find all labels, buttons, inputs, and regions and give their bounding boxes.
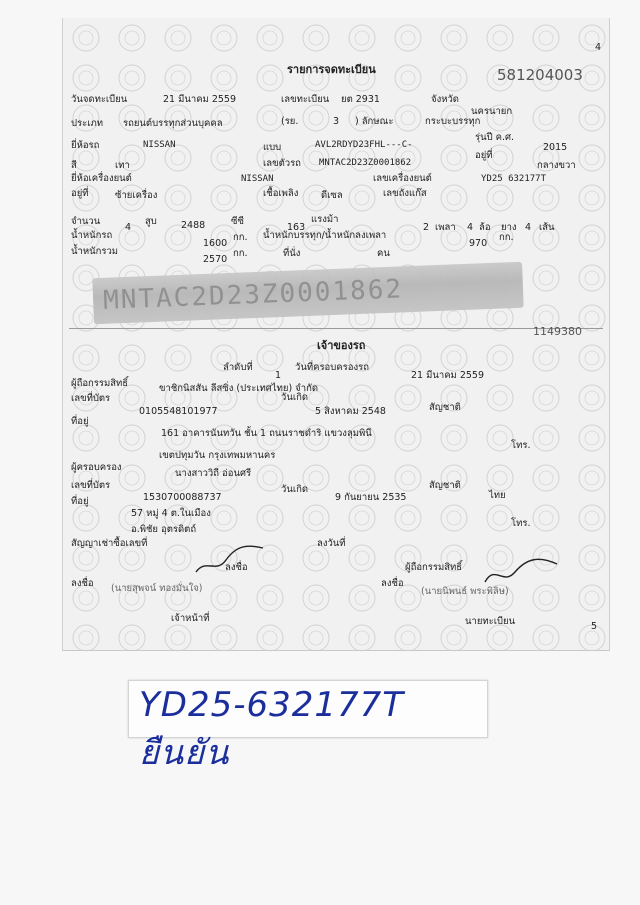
engine-brand-label: ยี่ห้อเครื่องยนต์: [71, 173, 132, 184]
possessor-address-line1: 57 หมู่ 4 ต.ในเมือง: [131, 508, 211, 519]
reg-date: 21 มีนาคม 2559: [163, 94, 237, 105]
brand-label: ยี่ห้อรถ: [71, 140, 100, 151]
possessor-name: นางสาววิถี อ่อนศรี: [175, 468, 252, 479]
engine-no-label: เลขเครื่องยนต์: [373, 173, 432, 184]
registration-title: รายการจดทะเบียน: [287, 63, 376, 76]
lease-date-label: ลงวันที่: [317, 538, 346, 549]
owner-title: เจ้าของรถ: [317, 339, 366, 352]
horsepower: 163: [287, 222, 306, 233]
tire-unit: เส้น: [539, 222, 555, 233]
total-weight-label: น้ำหนักรวม: [71, 246, 119, 257]
character-label: ) ลักษณะ: [355, 116, 394, 127]
holder-id: 0105548101977: [139, 406, 218, 417]
officer-position: เจ้าหน้าที่: [171, 613, 210, 624]
holder-id-label: เลขที่บัตร: [71, 393, 111, 404]
possessor-address-label: ที่อยู่: [71, 496, 89, 507]
horsepower-label: แรงม้า: [311, 214, 339, 225]
chassis-label: เลขตัวรถ: [263, 158, 301, 169]
officer-name: (นายสุพจน์ ทองมั่นใจ): [111, 583, 203, 594]
holder-label: ผู้ถือกรรมสิทธิ์: [71, 378, 129, 389]
possessor-id: 1530700088737: [143, 492, 222, 503]
color: เทา: [115, 160, 130, 171]
load-weight: 970: [469, 238, 488, 249]
brand: NISSAN: [143, 140, 176, 150]
type-label: ประเภท: [71, 118, 104, 129]
gas-tank-label: เลขถังแก๊ส: [383, 188, 427, 199]
ro-label: (รย.: [281, 116, 299, 127]
holder-tel-label: โทร.: [511, 440, 531, 451]
chassis-number: MNTAC2D23Z0001862: [319, 158, 412, 168]
section-divider: [69, 328, 603, 329]
seats-unit: คน: [377, 248, 390, 259]
holder-dob-label: วันเกิด: [281, 392, 308, 403]
cylinder-label: สูบ: [145, 216, 157, 227]
officer-signature: [191, 538, 271, 578]
count-label: จำนวน: [71, 216, 101, 227]
year-label: รุ่นปี ค.ศ.: [475, 132, 515, 143]
sign-label-officer: ลงชื่อ: [71, 578, 94, 589]
possessor-address-line2: อ.พิชัย อุตรดิตถ์: [131, 524, 197, 535]
engine-location: ซ้ายเครื่อง: [115, 190, 158, 201]
tire-label: ยาง: [501, 222, 517, 233]
seq-label: ลำดับที่: [223, 362, 253, 373]
stamp-number: 1149380: [533, 325, 582, 338]
chassis-location: กลางขวา: [537, 160, 576, 171]
load-unit: กก.: [499, 232, 514, 243]
axle-label: เพลา: [435, 222, 456, 233]
model-year: 2015: [543, 142, 568, 153]
possessor-dob-label: วันเกิด: [281, 484, 308, 495]
tape-chassis-text: MNTAC2D23Z0001862: [102, 274, 404, 316]
holder-address-line1: 161 อาคารนันทวัน ชั้น 1 ถนนราชดำริ แขวงลุมพินี: [161, 428, 372, 439]
seq: 1: [275, 370, 282, 381]
possessor-label: ผู้ครอบครอง: [71, 462, 122, 473]
weight-unit: กก.: [233, 232, 248, 243]
plate-label: เลขทะเบียน: [281, 94, 330, 105]
engine-cc: 2488: [181, 220, 206, 231]
model: AVL2RDYD23FHL---C-: [315, 140, 413, 150]
tire-count: 4: [525, 222, 532, 233]
registrar-position: นายทะเบียน: [465, 616, 516, 627]
registrar-name: (นายนิพนธ์ พระพิลิษ): [421, 586, 509, 597]
engine-confirmation-sticker: [128, 680, 488, 773]
fuel: ดีเซล: [321, 190, 343, 201]
weight-label: น้ำหนักรถ: [71, 230, 113, 241]
holder-name: ขาชิกนิสสัน ลีสซิ่ง (ประเทศไทย) จำกัด: [159, 383, 318, 394]
seats-label: ที่นั่ง: [283, 248, 301, 259]
engine-loc-label: อยู่ที่: [71, 188, 89, 199]
model-label: แบบ: [263, 142, 282, 153]
color-label: สี: [71, 160, 77, 171]
sign-label-top-left: ลงชื่อ: [225, 562, 248, 573]
cc-label: ซีซี: [231, 216, 244, 227]
reg-date-label: วันจดทะเบียน: [71, 94, 128, 105]
page-number-side: 5: [591, 621, 598, 632]
possessor-nationality-label: สัญชาติ: [429, 480, 461, 491]
lease-label: สัญญาเช่าซื้อเลขที่: [71, 538, 148, 549]
wheel-label: ล้อ: [479, 222, 491, 233]
sticker-text: YD25-632177T ยืนยัน: [139, 685, 405, 773]
registration-sheet: [62, 18, 610, 651]
sign-label-registrar: ลงชื่อ: [381, 578, 404, 589]
possessor-dob: 9 กันยายน 2535: [335, 492, 407, 503]
plate-number: ยต 2931: [341, 94, 380, 105]
axle-count: 2: [423, 222, 430, 233]
fuel-label: เชื้อเพลิง: [263, 188, 299, 199]
cylinder-count: 4: [125, 222, 132, 233]
holder-address-label: ที่อยู่: [71, 416, 89, 427]
holder-address-line2: เขตปทุมวัน กรุงเทพมหานคร: [159, 450, 276, 461]
possessor-nationality: ไทย: [489, 490, 506, 501]
page-number-top: 4: [595, 42, 602, 53]
total-weight-unit: กก.: [233, 248, 248, 259]
engine-brand: NISSAN: [241, 174, 274, 184]
ro-value: 3: [333, 116, 340, 127]
vehicle-type: รถยนต์บรรทุกส่วนบุคคล: [123, 118, 223, 129]
possession-date-label: วันที่ครอบครองรถ: [295, 362, 369, 373]
holder-nationality-label: สัญชาติ: [429, 402, 461, 413]
possession-date: 21 มีนาคม 2559: [411, 370, 485, 381]
possessor-tel-label: โทร.: [511, 518, 531, 529]
possessor-id-label: เลขที่บัตร: [71, 480, 111, 491]
handwritten-number: 581204003: [497, 66, 583, 84]
chassis-loc-label: อยู่ที่: [475, 150, 493, 161]
province-label: จังหวัด: [431, 94, 459, 105]
vehicle-character: กระบะบรรทุก: [425, 116, 481, 127]
total-weight: 2570: [203, 254, 228, 265]
holder-sign-title: ผู้ถือกรรมสิทธิ์: [405, 562, 463, 573]
province: นครนายก: [471, 106, 513, 117]
vehicle-weight: 1600: [203, 238, 228, 249]
holder-dob: 5 สิงหาคม 2548: [315, 406, 386, 417]
wheel-count: 4: [467, 222, 474, 233]
engine-number: YD25 632177T: [481, 174, 547, 184]
load-label: น้ำหนักบรรทุก/น้ำหนักลงเพลา: [263, 230, 387, 241]
